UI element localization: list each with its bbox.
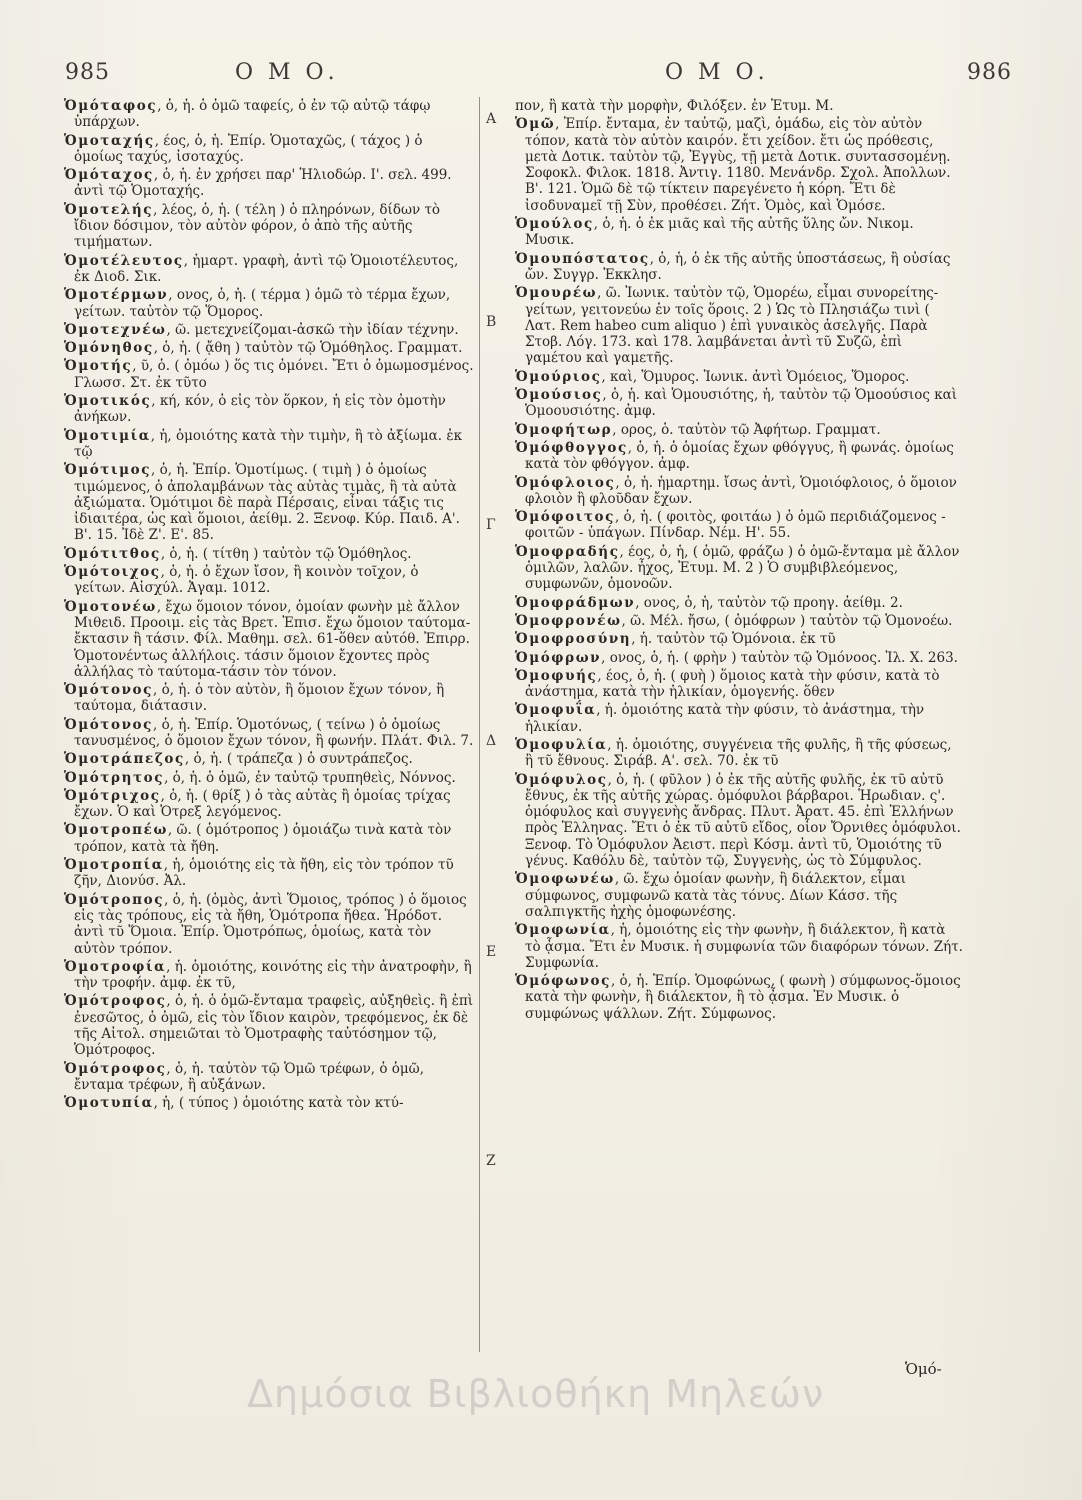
library-watermark: Δημόσια Βιβλιοθήκη Μηλεών (247, 1372, 825, 1416)
entry-headword: Ὁμόφυλος (515, 771, 608, 788)
entry-definition: , ἔχω ὅμοιον τόνον, ὁμοίαν φωνὴν μὲ ἄλλον Μιθειδ. Προοιμ. εἰς τὰς Βρετ. Ἐπισ. ἔχω ὅμοιον ταύτομα-ἔκτασιν ἢ τάσιν. Φίλ. Μαθημ. σελ. 61-ὅθεν αὐτόθ. Ἐπιρρ. Ὁμοτονέντως ἀλλήλοις. τάσιν ὅμοιον ἔχοντες πρὸς ἀλλήλας τὸ ταύτομα-τάσιν τὸν τόνον. (74, 598, 471, 680)
dictionary-entry (64, 599, 474, 680)
dictionary-entry (64, 959, 474, 992)
entry-definition: , ἡμαρτ. γραφὴ, ἀντὶ τῷ Ὁμοιοτέλευτος, ἐκ Διοδ. Σικ. (74, 252, 459, 285)
entry-headword: Ὁμοτικός (64, 393, 152, 410)
entry-headword: Ὁμοφραδής (515, 543, 620, 560)
entry-definition: , ἡ, ὁμοιότης εἰς τὴν φωνὴν, ἢ διάλεκτον, ἢ κατὰ τὸ ᾆσμα. Ἔτι ἐν Μυσικ. ἡ συμφωνία τῶν διαφόρων τόνων. Ζήτ. Συμφωνία. (525, 922, 963, 971)
entry-definition: , ὁ, ἡ. ὁ ὁμῶ ταφείς, ὁ ἐν τῷ αὐτῷ τάφῳ ὑπάρχων. (74, 98, 431, 131)
entry-headword: Ὁμοτής (64, 358, 133, 375)
entry-headword: Ὁμοφυής (515, 667, 598, 684)
dictionary-entry (515, 116, 963, 214)
entry-headword: Ὁμότριχος (64, 787, 161, 804)
entry-definition: , ὁ, ἡ. ὁ ὁμῶ-ἔνταμα τραφεὶς, αὐξηθεὶς. ἢ ἐπὶ ἐνεσῶτος, ὁ ὁμῶ, εἰς τὸν ἴδιον καιρὸν, τρεφόμενος, ἐκ δὲ τῆς Αἰτολ. σημειῶται τὸ Ὁμοτραφὴς ταὐτόσημον τῷ, Ὁμότροφος. (74, 993, 474, 1059)
entry-definition: , ονος, ὁ, ἡ. ( τέρμα ) ὁμῶ τὸ τέρμα ἔχων, γείτων. ταὐτὸν τῷ Ὅμορος. (74, 287, 451, 320)
entry-headword: Ὁμοτροπία (64, 857, 164, 874)
entry-definition: , ὁ, ἡ. ὁ ὁμῶ, ἐν ταὐτῷ τρυπηθεὶς, Νόννος. (164, 769, 456, 786)
dictionary-entry (64, 287, 474, 320)
dictionary-entry (515, 650, 963, 666)
entry-headword: Ὁμοφωνία (515, 922, 611, 939)
entry-headword: Ὁμοτονέω (64, 598, 157, 615)
dictionary-entry (515, 422, 963, 438)
dictionary-entry (515, 387, 963, 420)
dictionary-entry (64, 751, 474, 767)
dictionary-entry (64, 98, 474, 131)
entry-headword: Ὁμότροπος (64, 891, 165, 908)
entry-definition: , ὁ, ἡ. Ἐπίρ. Ὁμοφώνως, ( φωνὴ ) σύμφωνος-ὅμοιος κατὰ τὴν φωνὴν, ἢ διάλεκτον, ἢ τὸ ᾆσμα. Ἐν Μυσικ. ὁ συμφώνως ψάλλων. Ζήτ. Σύμφωνος. (525, 973, 961, 1022)
left-running-head: Ο Μ Ο. (235, 60, 339, 85)
entry-definition: , ῶ. ( ὁμότροπος ) ὁμοιάζω τινὰ κατὰ τὸν τρόπον, κατὰ τὰ ἤθη. (74, 822, 452, 855)
entry-headword: Ὁμοφροσύνη (515, 631, 632, 648)
dictionary-entry (64, 770, 474, 786)
entry-definition: , ορος, ὁ. ταὐτὸν τῷ Ἀφήτωρ. Γραμματ. (612, 421, 881, 438)
entry-definition: , ὁ, ἡ. Ἐπίρ. Ὁμοτόνως, ( τείνω ) ὁ ὁμοίως τανυσμένος, ὁ ὅμοιον ἔχων τόνον, ἢ φωνήν. Πλάτ. Φιλ. 7. (74, 716, 474, 749)
right-page-number: 986 (967, 60, 1012, 85)
entry-headword: Ὁμούσιος (515, 387, 603, 404)
entry-headword: Ὁμοφυλία (515, 736, 608, 753)
entry-headword: Ὁμοτέλευτος (64, 252, 184, 269)
dictionary-entry (64, 1061, 474, 1094)
entry-headword: Ὁμοφυΐα (515, 702, 597, 719)
right-dictionary-column (515, 98, 963, 1024)
dictionary-entry (64, 253, 474, 286)
dictionary-entry (64, 358, 474, 391)
dictionary-entry (515, 251, 963, 284)
entry-headword: Ὁμοτέρμων (64, 287, 169, 304)
dictionary-entry (515, 509, 963, 542)
entry-definition: , ὁ, ἡ. ὁ ἔχων ἴσον, ἢ κοινὸν τοῖχον, ὁ γείτων. Αἰσχύλ. Ἀγαμ. 1012. (74, 564, 419, 597)
dictionary-entry (64, 993, 474, 1058)
dictionary-entry (64, 133, 474, 166)
entry-headword: Ὁμόφλοιος (515, 474, 616, 491)
entry-headword: Ὁμοφράδμων (515, 594, 636, 611)
dictionary-entry (515, 544, 963, 593)
dictionary-entry (515, 737, 963, 770)
entry-definition: , ὁ, ἡ, ὁ ἐκ τῆς αὐτῆς ὑποστάσεως, ἢ οὐσίας ὤν. Συγγρ. Ἐκκλησ. (525, 250, 951, 283)
entry-headword: Ὁμότοιχος (64, 564, 161, 581)
dictionary-entry (64, 788, 474, 821)
entry-headword: Ὁμότιμος (64, 462, 152, 479)
entry-headword: Ὁμοτελής (64, 201, 154, 218)
entry-headword: Ὁμόταφος (64, 98, 158, 114)
margin-letter: Ζ (486, 1153, 496, 1169)
margin-letter: Δ (486, 733, 497, 749)
entry-headword: Ὁμοτροπέω (64, 822, 168, 839)
entry-definition: , ἡ, ὁμοιότης κατὰ τὴν τιμὴν, ἢ τὸ ἀξίωμα. ἐκ τῷ (74, 427, 463, 460)
entry-definition: , Ἐπίρ. ἔνταμα, ἐν ταὐτῷ, μαζὶ, ὁμάδω, εἰς τὸν αὐτὸν τόπον, κατὰ τὸν αὐτὸν καιρόν. ἔτι χείδον. ἔτι ὡς πρόθεσις, μετὰ Δοτικ. ταὐτὸν τῷ, Ἐγγὺς, τῇ μετὰ Δοτικ. συντασσομένῃ. Σοφοκλ. Φιλοκ. 1818. Ἀντιγ. 1180. Μενάνδρ. Σχολ. Ἀπολλων. Β'. 121. Ὁμῶ δὲ τῷ τίκτειν παρεγένετο ἡ κόρη. Ἔτι δὲ ἰσοδυναμεῖ τῇ Σὺν, προθέσει. Ζήτ. Ὁμὸς, καὶ Ὁμόσε. (525, 116, 951, 214)
margin-letter: Γ (486, 517, 496, 533)
entry-definition: πον, ἢ κατὰ τὴν μορφὴν, Φιλόξεν. ἐν Ἐτυμ. Μ. (515, 98, 834, 114)
dictionary-entry (64, 717, 474, 750)
entry-definition: , έος, ὁ, ἡ, ( ὁμῶ, φράζω ) ὁ ὁμῶ-ἔνταμα μὲ ἄλλον ὁμιλῶν, λαλῶν. ἦχος, Ἐτυμ. Μ. 2 ) Ὁ συμβιβλεόμενος, συμφωνῶν, ὁμονοῶν. (525, 543, 960, 593)
entry-headword: Ὁμόφθογγος (515, 439, 628, 456)
entry-definition: , ονος, ὁ, ἡ. ( φρὴν ) ταὐτὸν τῷ Ὁμόνοος. Ἰλ. Χ. 263. (601, 649, 958, 666)
entry-headword: Ὁμόνηθος (64, 340, 154, 357)
entry-headword: Ὁμοτροφία (64, 958, 167, 975)
entry-definition: , ὁ, ἡ. ( φοιτὸς, φοιτάω ) ὁ ὁμῶ περιδιάζομενος - φοιτῶν - ὑπάγων. Πίνδαρ. Νέμ. Η'. 55. (525, 509, 946, 542)
entry-headword: Ὁμότονος (64, 682, 153, 699)
entry-headword: Ὁμότονος (64, 716, 153, 733)
entry-headword: Ὁμουπόστατος (515, 250, 650, 267)
dictionary-entry (64, 546, 474, 562)
entry-definition: , ῶ. μετεχνείζομαι-ἀσκῶ τὴν ἰδίαν τέχνην. (166, 321, 459, 338)
entry-definition: , ῶ. ἔχω ὁμοίαν φωνὴν, ἢ διάλεκτον, εἶμαι σύμφωνος, συμφωνῶ κατὰ τὰς τόνυς. Δίων Κάσσ. τῆς σαλπιγκτῆς ἠχὴς ὁμοφωνέσης. (525, 871, 906, 920)
entry-definition: , ὁ, ἡ. ( τίτθη ) ταὐτὸν τῷ Ὁμόθηλος. (160, 545, 412, 562)
entry-definition: , ἡ. ὁμοιότης, κοινότης εἰς τὴν ἀνατροφὴν, ἢ τὴν τροφήν. ἀμφ. ἐκ τῦ, (74, 958, 472, 992)
entry-headword: Ὁμοτυπία (64, 1095, 154, 1112)
catchword: Ὁμό- (905, 1360, 942, 1378)
dictionary-entry (515, 871, 963, 920)
entry-definition: , ὁ, ἡ. καὶ Ὁμουσιότης, ἡ, ταὐτὸν τῷ Ὁμοούσιος καὶ Ὁμοουσιότης. ἀμφ. (525, 387, 958, 420)
left-dictionary-column (64, 98, 474, 1114)
entry-definition: , ὁ, ἡ. ὁ ἐκ μιᾶς καὶ τῆς αὐτῆς ὕλης ὤν. Νικομ. Μυσικ. (525, 216, 914, 249)
dictionary-entry (515, 595, 963, 611)
dictionary-entry (64, 857, 474, 890)
entry-headword: Ὁμότιτθος (64, 545, 161, 562)
right-running-head: Ο Μ Ο. (665, 60, 769, 85)
entry-definition: , ἡ. ὁμοιότης, συγγένεια τῆς φυλῆς, ἢ τῆς φύσεως, ἢ τῦ ἔθνους. Σιράβ. Α'. σελ. 70. ἐκ τῦ (525, 736, 952, 770)
entry-definition: , ὁ, ἡ. ἐν χρήσει παρ' Ἡλιοδώρ. Ι'. σελ. 499. ἀντὶ τῷ Ὁμοταχής. (74, 167, 452, 200)
entry-headword: Ὁμῶ (515, 116, 556, 133)
entry-headword: Ὁμοφρονέω (515, 612, 622, 629)
dictionary-entry (64, 428, 474, 461)
dictionary-entry (64, 564, 474, 597)
entry-headword: Ὁμόφρων (515, 649, 602, 666)
entry-definition: , ὁ, ἡ. ἡμαρτημ. ἴσως ἀντὶ, Ὁμοιόφλοιος, ὁ ὅμοιον φλοιὸν ἢ φλοῦδαν ἔχων. (525, 474, 957, 507)
dictionary-entry (515, 631, 963, 647)
entry-definition: , καὶ, Ὅμυρος. Ἰωνικ. ἀντὶ Ὁμόειος, Ὅμορος. (601, 368, 910, 385)
entry-definition: , ῦ, ὁ. ( ὀμόω ) ὅς τις ὀμόνει. Ἔτι ὁ ὁμωμοσμένος. Γλωσσ. Στ. ἐκ τῦτο (74, 358, 474, 391)
margin-letter: Ε (486, 944, 497, 960)
dictionary-entry (64, 462, 474, 543)
entry-definition: , ὁ, ἡ. ( ᾄθη ) ταὐτὸν τῷ Ὁμόθηλος. Γραμματ. (153, 340, 463, 357)
column-divider (479, 97, 480, 1352)
entry-definition: , λέος, ὁ, ἡ. ( τέλη ) ὁ πληρόνων, δίδων τὸ ἴδιον δόσιμον, τὸν αὐτὸν φόρον, ὁ ἀπὸ τῆς αὐτῆς τιμήματων. (74, 201, 441, 251)
entry-definition: , ὁ, ἡ. (ὁμὸς, ἀντὶ Ὅμοιος, τρόπος ) ὁ ὅμοιος εἰς τὰς τρόπους, εἰς τὰ ἤθη, Ὁμότροπα ἤθεα. Ἡρόδοτ. ἀντὶ τῦ Ὅμοια. Ἐπίρ. Ὁμοτρόπως, ὁμοίως, κατὰ τὸν αὐτὸν τρόπον. (74, 891, 467, 957)
entry-headword: Ὁμότρητος (64, 769, 165, 786)
entry-definition: , ἡ. ὁμοιότης κατὰ τὴν φύσιν, τὸ ἀνάστημα, τὴν ἡλικίαν. (525, 702, 925, 735)
entry-definition: , ἡ. ταὐτὸν τῷ Ὁμόνοια. ἐκ τῦ (631, 631, 836, 648)
entry-headword: Ὁμότροφος (64, 1060, 167, 1077)
dictionary-entry (515, 702, 963, 735)
entry-definition: , ὁ, ἡ. ( τράπεζα ) ὁ συντράπεζος. (184, 751, 413, 768)
entry-headword: Ὁμόταχος (64, 167, 154, 184)
entry-definition: , ὁ, ἡ. ὁ τὸν αὐτὸν, ἢ ὅμοιον ἔχων τόνον, ἢ ταύτομα, διάτασιν. (74, 682, 445, 715)
dictionary-entry (64, 822, 474, 855)
entry-headword: Ὁμούλος (515, 216, 594, 233)
entry-headword: Ὁμουρέω (515, 285, 598, 302)
left-page-number: 985 (65, 60, 110, 85)
entry-headword: Ὁμότροφος (64, 993, 167, 1010)
entry-definition: , ονος, ὁ, ἡ, ταὐτὸν τῷ προηγ. ἀείθμ. 2. (635, 594, 903, 611)
dictionary-entry (64, 167, 474, 200)
dictionary-entry (515, 668, 963, 701)
dictionary-entry (64, 393, 474, 426)
dictionary-entry (515, 216, 963, 249)
entry-headword: Ὁμοταχής (64, 132, 155, 149)
entry-headword: Ὁμοτράπεζος (64, 751, 185, 768)
dictionary-entry (515, 369, 963, 385)
entry-definition: , ὁ, ἡ. Ἐπίρ. Ὁμοτίμως. ( τιμὴ ) ὁ ὁμοίως τιμώμενος, ὁ ἀπολαμβάνων τὰς αὐτὰς τιμὰς, ἢ τὰ αὐτὰ ἀξιώματα. Ὁμότιμοι δὲ παρὰ Πέρσαις, εἶναι τάξις τις ἰδιαιτέρα, ὡς καὶ ὅμοιοι, ἀείθμ. 2. Ξενοφ. Κύρ. Παιδ. Α'. Β'. 15. Ἰδὲ Ζ'. Ε'. 85. (74, 462, 460, 544)
entry-definition: , ῶ. Ἰωνικ. ταὐτὸν τῷ, Ὁμορέω, εἶμαι συνορείτης-γείτων, γειτονεύω ἐν τοῖς ὅροις. 2 ) Ὡς τὸ Πλησιάζω τινὶ ( Λατ. Rem habeo cum aliquo ) ἐπὶ γυναικὸς ἀσελγῆς. Παρὰ Στοβ. Λόγ. 173. καὶ 178. λαμβάνεται ἀντὶ τῦ Συζῶ, ἐπὶ γαμέτου καὶ γαμετῆς. (525, 285, 939, 367)
margin-letter: Α (486, 111, 497, 127)
entry-headword: Ὁμόφωνος (515, 973, 611, 990)
entry-headword: Ὁμοτιμία (64, 427, 151, 444)
dictionary-entry (64, 202, 474, 251)
dictionary-entry (515, 922, 963, 971)
entry-headword: Ὁμόφοιτος (515, 509, 615, 526)
entry-headword: Ὁμοτεχνέω (64, 321, 167, 338)
dictionary-entry (64, 322, 474, 338)
dictionary-entry (515, 613, 963, 629)
dictionary-entry (64, 340, 474, 356)
margin-letter: Β (486, 314, 497, 330)
entry-headword: Ὁμοφωνέω (515, 871, 615, 888)
entry-definition: , ὁ, ἡ. ταὐτὸν τῷ Ὁμῶ τρέφων, ὁ ὁμῶ, ἔνταμα τρέφων, ἢ αὐξάνων. (74, 1060, 424, 1093)
entry-definition: , ῶ. Μέλ. ἤσω, ( ὁμόφρων ) ταὐτὸν τῷ Ὁμονοέω. (621, 612, 953, 629)
entry-definition: , ἡ, ( τύπος ) ὁμοιότης κατὰ τὸν κτύ- (153, 1095, 404, 1112)
dictionary-entry (64, 1095, 474, 1111)
dictionary-entry (64, 682, 474, 715)
entry-definition: , έος, ὁ, ἡ. Ἐπίρ. Ὁμοταχῶς, ( τάχος ) ὁ ὁμοίως ταχύς, ἰσοταχύς. (74, 132, 423, 165)
entry-definition: , κή, κόν, ὁ εἰς τὸν ὅρκον, ἡ εἰς τὸν ὀμοτὴν ἀνήκων. (74, 393, 446, 426)
entry-headword: Ὁμούριος (515, 368, 602, 385)
entry-definition: , ἡ, ὁμοιότης εἰς τὰ ἤθη, εἰς τὸν τρόπον τῦ ζῆν, Διονύσ. Ἀλ. (74, 857, 454, 890)
entry-definition: , ὁ, ἡ. ( φῦλον ) ὁ ἐκ τῆς αὐτῆς φυλῆς, ἐκ τῦ αὐτῦ ἔθνυς, ἐκ τῆς αὐτῆς χώρας. ὁμόφυλοι βάρβαροι. Ἡρωδιαν. ς'. ὁμόφυλος καὶ συγγενὴς ἄνδρας. Πλυτ. Ἀρατ. 45. ἐπὶ Ἑλλήνων πρὸς Ἑλληνας. Ἔτι ὁ ἐκ τῦ αὐτῦ εἴδος, οἷον Ὄρνιθες ὁμόφυλοι. Ξενοφ. Τὸ Ὁμόφυλον Ἀειστ. περὶ Κόσμ. ἀντὶ τῦ, Ὁμοιότης τῦ γένυς. Καθόλυ δὲ, ταὐτὸν τῷ, Συγγενὴς, ὡς τὸ Σύμφυλος. (525, 771, 961, 870)
entry-definition: , ὁ, ἡ. ( θρίξ ) ὁ τὰς αὐτὰς ἢ ὁμοίας τρίχας ἔχων. Ὁ καὶ Ὁτρεξ λεγόμενος. (74, 787, 451, 821)
dictionary-entry (515, 973, 963, 1022)
entry-definition: , έος, ὁ, ἡ. ( φυὴ ) ὅμοιος κατὰ τὴν φύσιν, κατὰ τὸ ἀνάστημα, κατὰ τὴν ἡλικίαν, ὁμογενής. ὅθεν (525, 667, 940, 701)
entry-definition: , ὁ, ἡ. ὁ ὁμοίας ἔχων φθόγγυς, ἢ φωνάς. ὁμοίως κατὰ τὸν φθόγγον. ἀμφ. (525, 439, 954, 473)
dictionary-entry (64, 892, 474, 957)
dictionary-entry (515, 285, 963, 366)
dictionary-entry (515, 440, 963, 473)
dictionary-entry (515, 98, 963, 114)
dictionary-entry (515, 475, 963, 508)
entry-headword: Ὁμοφήτωρ (515, 421, 613, 438)
dictionary-entry (515, 772, 963, 870)
